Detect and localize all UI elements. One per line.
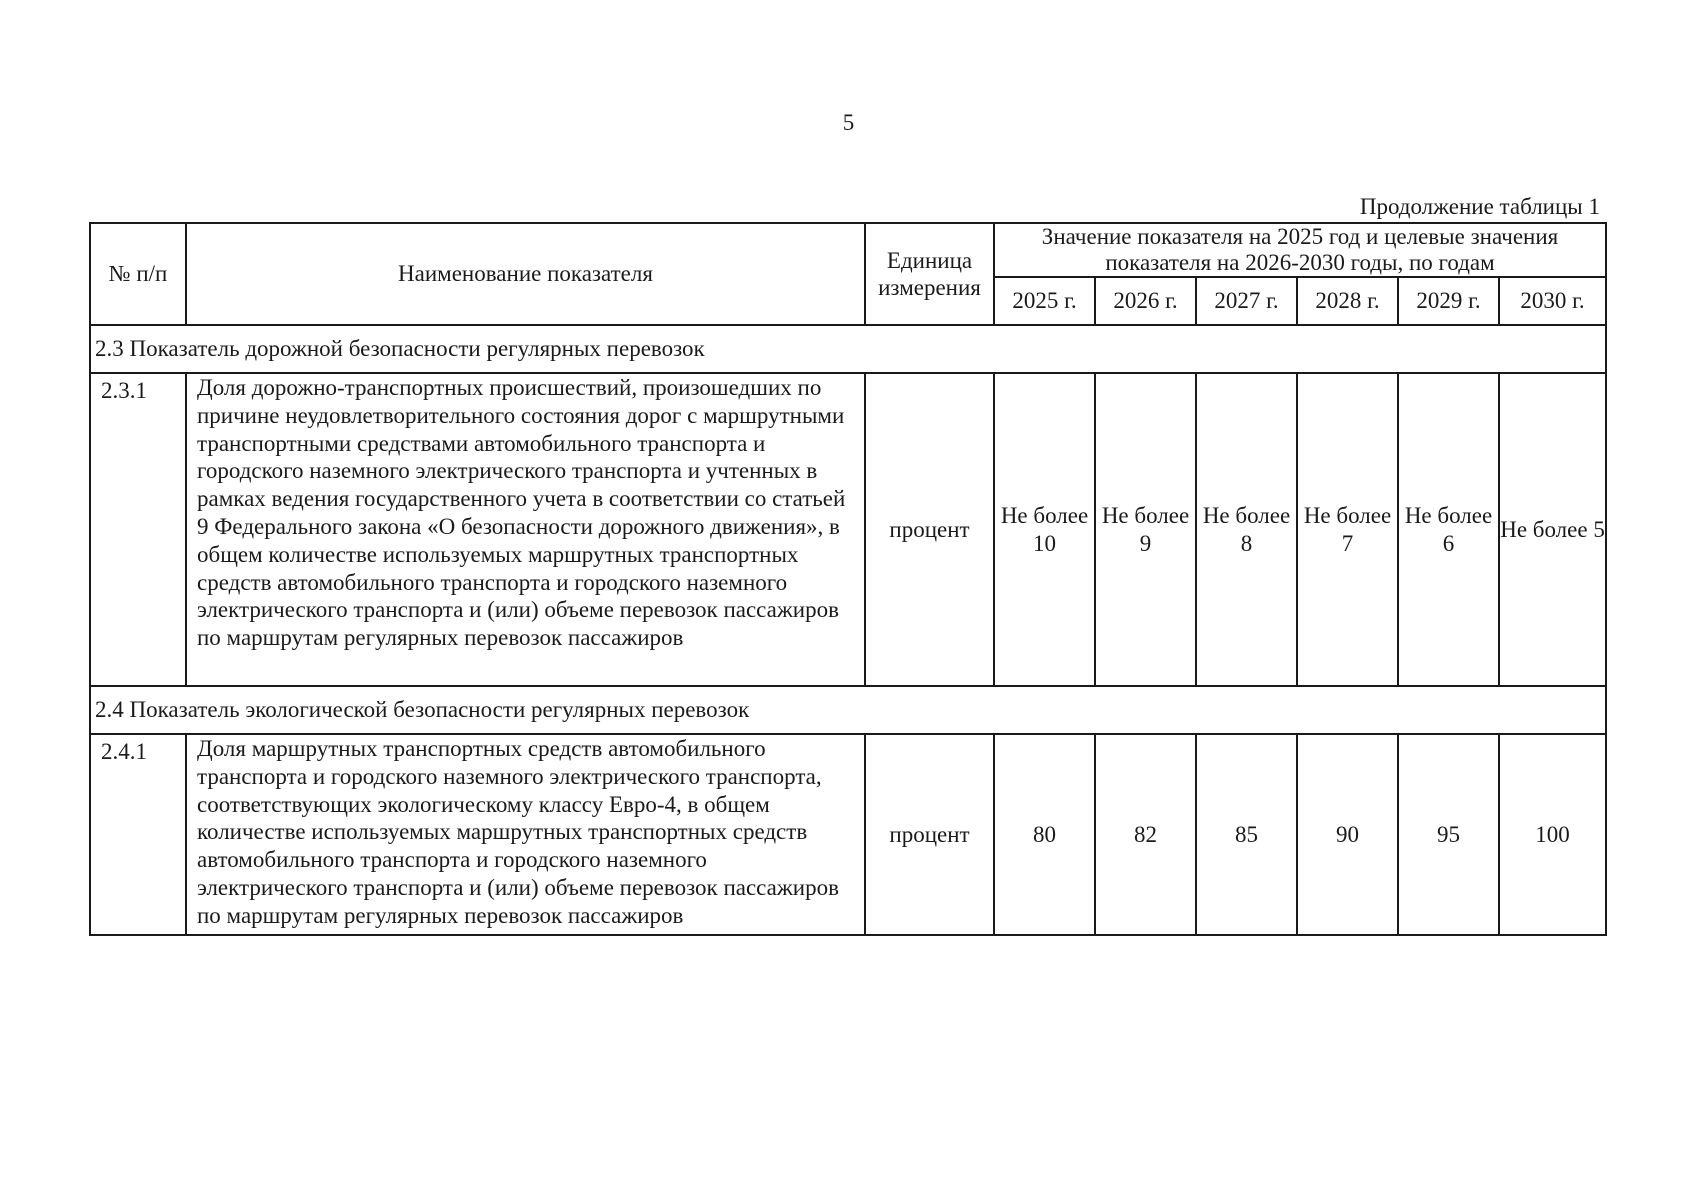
row-indicator-name: Доля дорожно-транспортных происшествий, произошедших по причине неудовлетворительного состояния дорог с маршрутными транспортными средствами автомобильного транспорта и городского наземного электрического транспорта и учтенных в рамках ведения государственного учета в соответствии со статьей 9 Федерального закона «О безопасности дорожного движения», в общем количестве используемых маршрутных транспортных средств автомобильного транспорта и городского наземного электрического транспорта и (или) объеме перевозок пассажиров по маршрутам регулярных перевозок пассажиров [186, 373, 865, 686]
row-number: 2.3.1 [90, 373, 186, 686]
row-value-2029: Не более 6 [1398, 373, 1499, 686]
header-year-2026: 2026 г. [1095, 277, 1196, 325]
row-indicator-name: Доля маршрутных транспортных средств автомобильного транспорта и городского наземного электрического транспорта, соответствующих экологическому классу Евро-4, в общем количестве используемых маршрутных транспортных средств автомобильного транспорта и городского наземного электрического транспорта и (или) объеме перевозок пассажиров по маршрутам регулярных перевозок пассажиров [186, 734, 865, 935]
header-name: Наименование показателя [186, 223, 865, 325]
header-year-2030: 2030 г. [1499, 277, 1606, 325]
header-number: № п/п [90, 223, 186, 325]
section-title: 2.4 Показатель экологической безопасности регулярных перевозок [90, 686, 1606, 734]
row-number: 2.4.1 [90, 734, 186, 935]
row-value-2025: 80 [994, 734, 1095, 935]
page-number: 5 [842, 110, 855, 135]
row-value-2028: Не более 7 [1297, 373, 1398, 686]
row-value-2027: 85 [1196, 734, 1297, 935]
header-year-2027: 2027 г. [1196, 277, 1297, 325]
row-value-2030: Не более 5 [1499, 373, 1606, 686]
indicators-table [89, 222, 1607, 936]
table-header-row [90, 223, 1606, 277]
row-value-2025: Не более 10 [994, 373, 1095, 686]
row-value-2030: 100 [1499, 734, 1606, 935]
row-value-2026: 82 [1095, 734, 1196, 935]
row-value-2028: 90 [1297, 734, 1398, 935]
row-unit: процент [865, 373, 994, 686]
header-values-group: Значение показателя на 2025 год и целевые значения показателя на 2026-2030 годы, по годам [994, 223, 1606, 277]
table-continuation-label: Продолжение таблицы 1 [1359, 194, 1600, 219]
section-row [90, 325, 1606, 373]
header-year-2029: 2029 г. [1398, 277, 1499, 325]
section-title: 2.3 Показатель дорожной безопасности регулярных перевозок [90, 325, 1606, 373]
table-row [90, 734, 1606, 935]
row-value-2027: Не более 8 [1196, 373, 1297, 686]
header-year-2025: 2025 г. [994, 277, 1095, 325]
table-row [90, 373, 1606, 686]
header-year-2028: 2028 г. [1297, 277, 1398, 325]
row-value-2026: Не более 9 [1095, 373, 1196, 686]
section-row [90, 686, 1606, 734]
header-unit: Единица измерения [865, 223, 994, 325]
row-unit: процент [865, 734, 994, 935]
row-value-2029: 95 [1398, 734, 1499, 935]
